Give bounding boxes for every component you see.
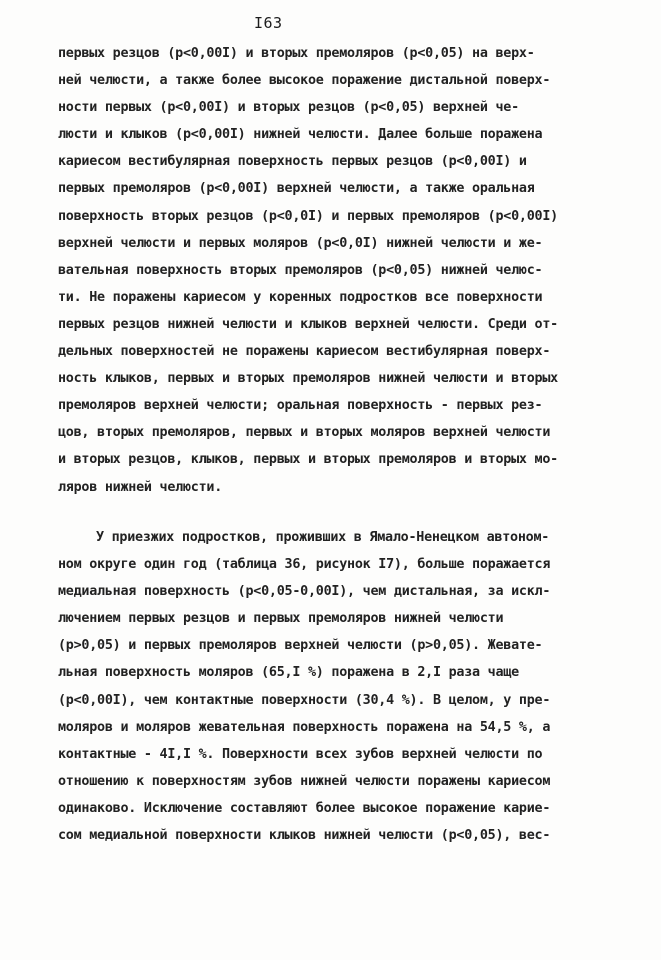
text-line: поверхность вторых резцов (p<0,0I) и первых премоляров (p<0,00I) [58, 208, 558, 224]
text-line-indented: У приезжих подростков, проживших в Ямало-Ненецком автоном- [96, 530, 550, 545]
text-line: медиальная поверхность (p<0,05-0,00I), чем дистальная, за искл- [58, 584, 551, 600]
text-line: лючением первых резцов и первых премоляров нижней челюсти [58, 611, 504, 627]
text-line: первых премоляров (p<0,00I) верхней челюсти, а также оральная [58, 181, 535, 197]
text-line: ней челюсти, а также более высокое поражение дистальной поверх- [58, 73, 551, 89]
page-number: I63 [254, 14, 283, 32]
text-line: льная поверхность моляров (65,I %) поражена в 2,I раза чаще [58, 665, 519, 681]
text-line: вательная поверхность вторых премоляров (p<0,05) нижней челюс- [58, 262, 543, 278]
text-line: (p<0,00I), чем контактные поверхности (30,4 %). В целом, у пре- [58, 692, 551, 708]
text-line: ности первых (p<0,00I) и вторых резцов (p<0,05) верхней че- [58, 100, 519, 116]
text-line: ность клыков, первых и вторых премоляров нижней челюсти и вторых [58, 371, 558, 387]
text-line: цов, вторых премоляров, первых и вторых моляров верхней челюсти [58, 425, 551, 441]
text-line: ляров нижней челюсти. [58, 479, 223, 495]
text-line: одинаково. Исключение составляют более высокое поражение карие- [58, 800, 551, 816]
text-line: кариесом вестибулярная поверхность первых резцов (p<0,00I) и [58, 154, 527, 170]
text-line: верхней челюсти и первых моляров (p<0,0I) нижней челюсти и же- [58, 235, 543, 251]
text-line: первых резцов нижней челюсти и клыков верхней челюсти. Среди от- [58, 316, 558, 332]
text-line: контактные - 4I,I %. Поверхности всех зубов верхней челюсти по [58, 746, 543, 762]
text-line: и вторых резцов, клыков, первых и вторых премоляров и вторых мо- [58, 452, 558, 468]
text-line: отношению к поверхностям зубов нижней челюсти поражены кариесом [58, 773, 551, 789]
text-line: моляров и моляров жевательная поверхность поражена на 54,5 %, а [58, 719, 551, 735]
paragraph-2 [58, 524, 609, 849]
text-line: дельных поверхностей не поражены кариесом вестибулярная поверх- [58, 344, 551, 360]
text-line: премоляров верхней челюсти; оральная поверхность - первых рез- [58, 398, 543, 414]
text-line: люсти и клыков (p<0,00I) нижней челюсти. Далее больше поражена [58, 127, 543, 143]
text-line: (p>0,05) и первых премоляров верхней челюсти (p>0,05). Жевате- [58, 638, 543, 654]
text-line: ном округе один год (таблица 36, рисунок I7), больше поражается [58, 557, 551, 573]
text-line: первых резцов (p<0,00I) и вторых премоляров (p<0,05) на верх- [58, 46, 535, 61]
text-line: сом медиальной поверхности клыков нижней челюсти (p<0,05), вес- [58, 828, 551, 844]
paragraph-1 [58, 40, 609, 501]
text-line: ти. Не поражены кариесом у коренных подростков все поверхности [58, 289, 543, 305]
